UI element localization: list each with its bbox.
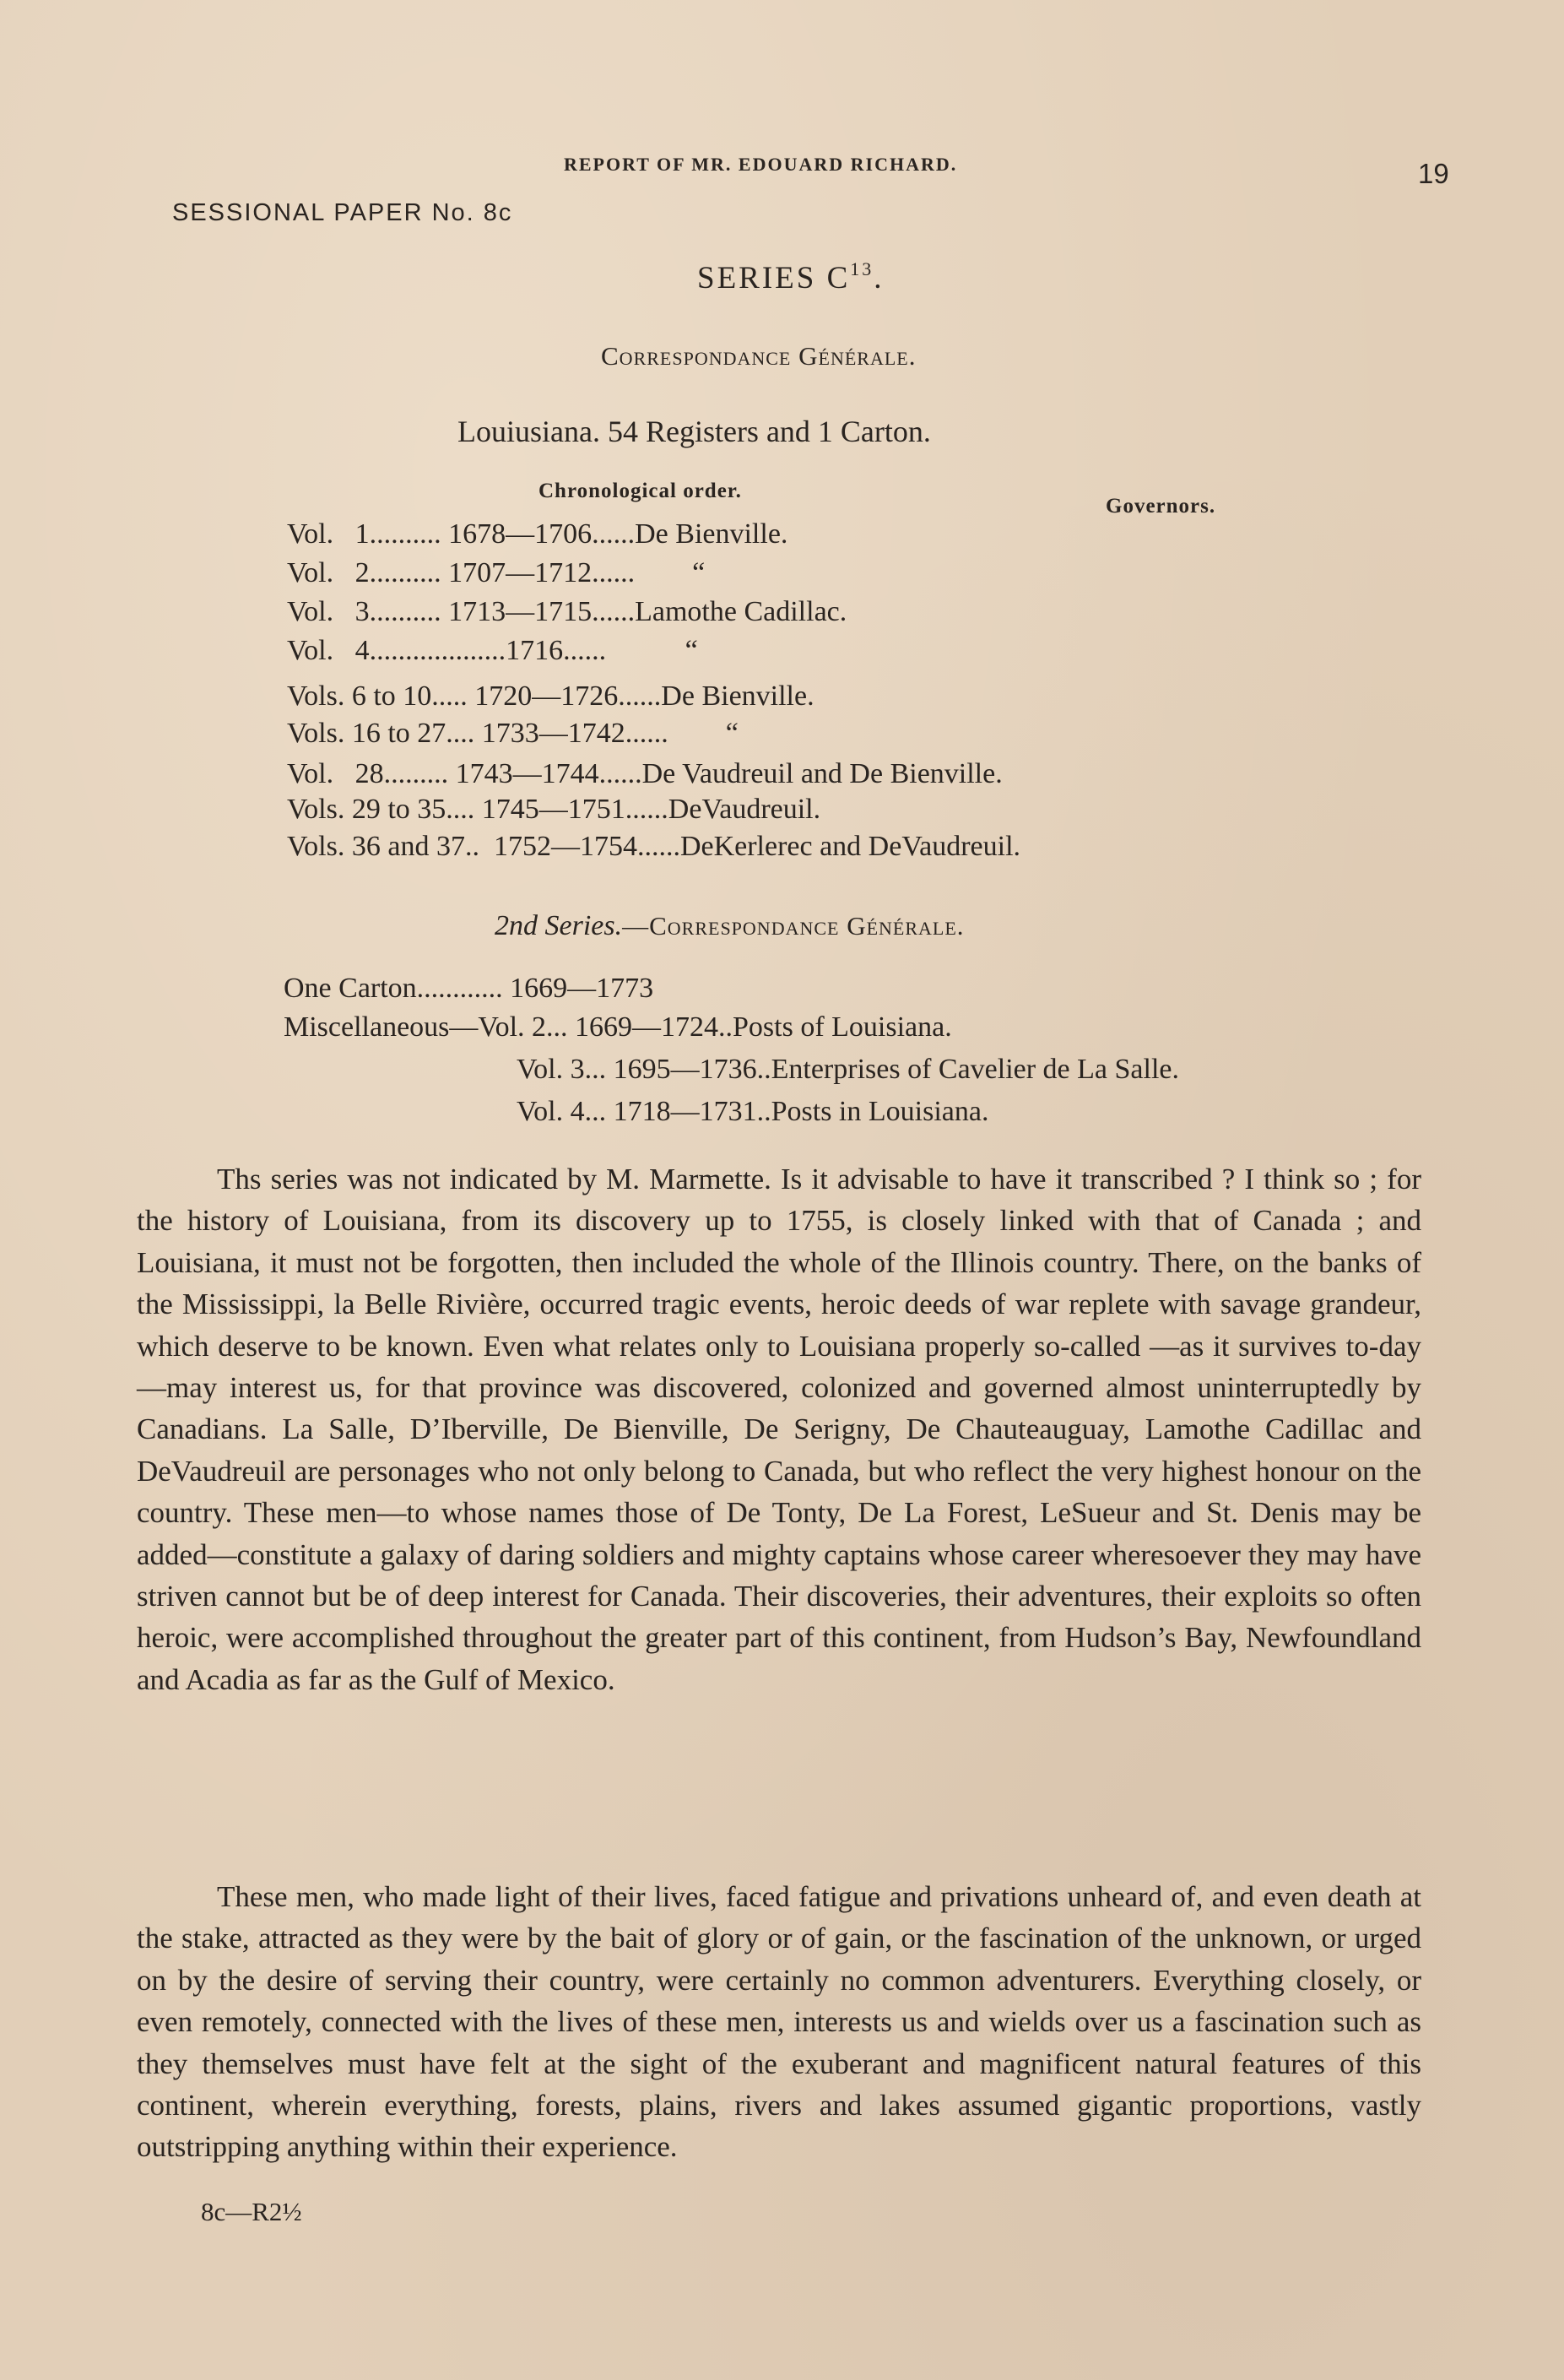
body-paragraph-1: Ths series was not indicated by M. Marmette. Is it advisable to have it transcribed ? I think so ; for the history of Louisiana, from its discovery up to 1755, is closely linked with that of Canada ; and Louisiana, it must not be forgotten, then included the whole of the Illinois country. There, on the banks of the Mississippi, la Belle Rivière, occurred tragic events, heroic deeds of war replete with savage grandeur, which deserve to be known. Even what relates only to Louisiana properly so-called —as it survives to-day—may interest us, for that province was discovered, colonized and governed almost uninterruptedly by Canadians. La Salle, D’Iberville, De Bienville, De Serigny, De Chauteauguay, Lamothe Cadillac and DeVaudreuil are personages who not only belong to Canada, but who reflect the very highest honour on the country. These men—to whose names those of De Tonty, De La Forest, LeSueur and St. Denis may be added—constitute a galaxy of daring soldiers and mighty captains whose career wheresoever they may have striven cannot but be of deep interest for Canada. Their discoveries, their adventures, their exploits so often heroic, were accomplished throughout the greater part of this continent, from Hudson’s Bay, Newfoundland and Acadia as far as the Gulf of Mexico. bbox=[137, 1163, 1421, 1696]
register-row: Vol. 2.......... 1707—1712...... “ bbox=[287, 557, 706, 588]
registers-summary: Louiusiana. 54 Registers and 1 Carton. bbox=[457, 415, 931, 448]
register-row: Vols. 29 to 35.... 1745—1751......DeVaudreuil. bbox=[287, 794, 821, 825]
register-row: Vol. 3.......... 1713—1715......Lamothe Cadillac. bbox=[287, 596, 847, 627]
register-row: Vols. 6 to 10..... 1720—1726......De Bienville. bbox=[287, 680, 814, 712]
second-series-label: 2nd Series. bbox=[495, 910, 623, 941]
series-title: SERIES $C^{13}$. bbox=[697, 258, 885, 295]
register-row: Vol. 1.......... 1678—1706......De Bienville. bbox=[287, 518, 788, 550]
register-row: Vol. 4...................1716...... “ bbox=[287, 635, 698, 666]
column-header-governors: Governors. bbox=[1106, 495, 1216, 518]
body-paragraph-2: These men, who made light of their lives, faced fatigue and privations unheard of, and even death at the stake, attracted as they were by the bait of glory or of gain, or the fascination of the unknown, or urged on by the desire of serving their country, were certainly no common adventurers. Everything closely, or even remotely, connected with the lives of these men, interests us and wields over us a fascination such as they themselves must have felt at the sight of the exuberant and magnificent natural features of this continent, wherein everything, forests, plains, rivers and lakes assumed gigantic proportions, vastly outstripping anything within their experience. bbox=[137, 1880, 1421, 2164]
correspondance-heading: Correspondance Générale. bbox=[601, 341, 917, 371]
register-row: Vols. 16 to 27.... 1733—1742...... “ bbox=[287, 718, 739, 749]
page-number: 19 bbox=[1418, 158, 1449, 189]
printer-signature: 8c—R2½ bbox=[201, 2197, 302, 2226]
column-header-chronological: Chronological order. bbox=[538, 480, 742, 502]
register-row: Vol. 28......... 1743—1744......De Vaudreuil and De Bienville. bbox=[287, 758, 1003, 789]
second-series-row: Vol. 4... 1718—1731..Posts in Louisiana. bbox=[517, 1096, 989, 1127]
second-series-row: One Carton............ 1669—1773 bbox=[284, 973, 654, 1004]
second-series-heading: 2nd Series.—Correspondance Générale. bbox=[495, 910, 965, 941]
register-row: Vols. 36 and 37.. 1752—1754......DeKerlerec and DeVaudreuil. bbox=[287, 831, 1021, 862]
second-series-row: Vol. 3... 1695—1736..Enterprises of Cavelier de La Salle. bbox=[517, 1054, 1179, 1085]
running-head: REPORT OF MR. EDOUARD RICHARD. bbox=[564, 154, 958, 175]
sessional-paper-label: SESSIONAL PAPER No. 8c bbox=[172, 199, 513, 226]
second-series-row: Miscellaneous—Vol. 2... 1669—1724..Posts of Louisiana. bbox=[284, 1011, 952, 1043]
